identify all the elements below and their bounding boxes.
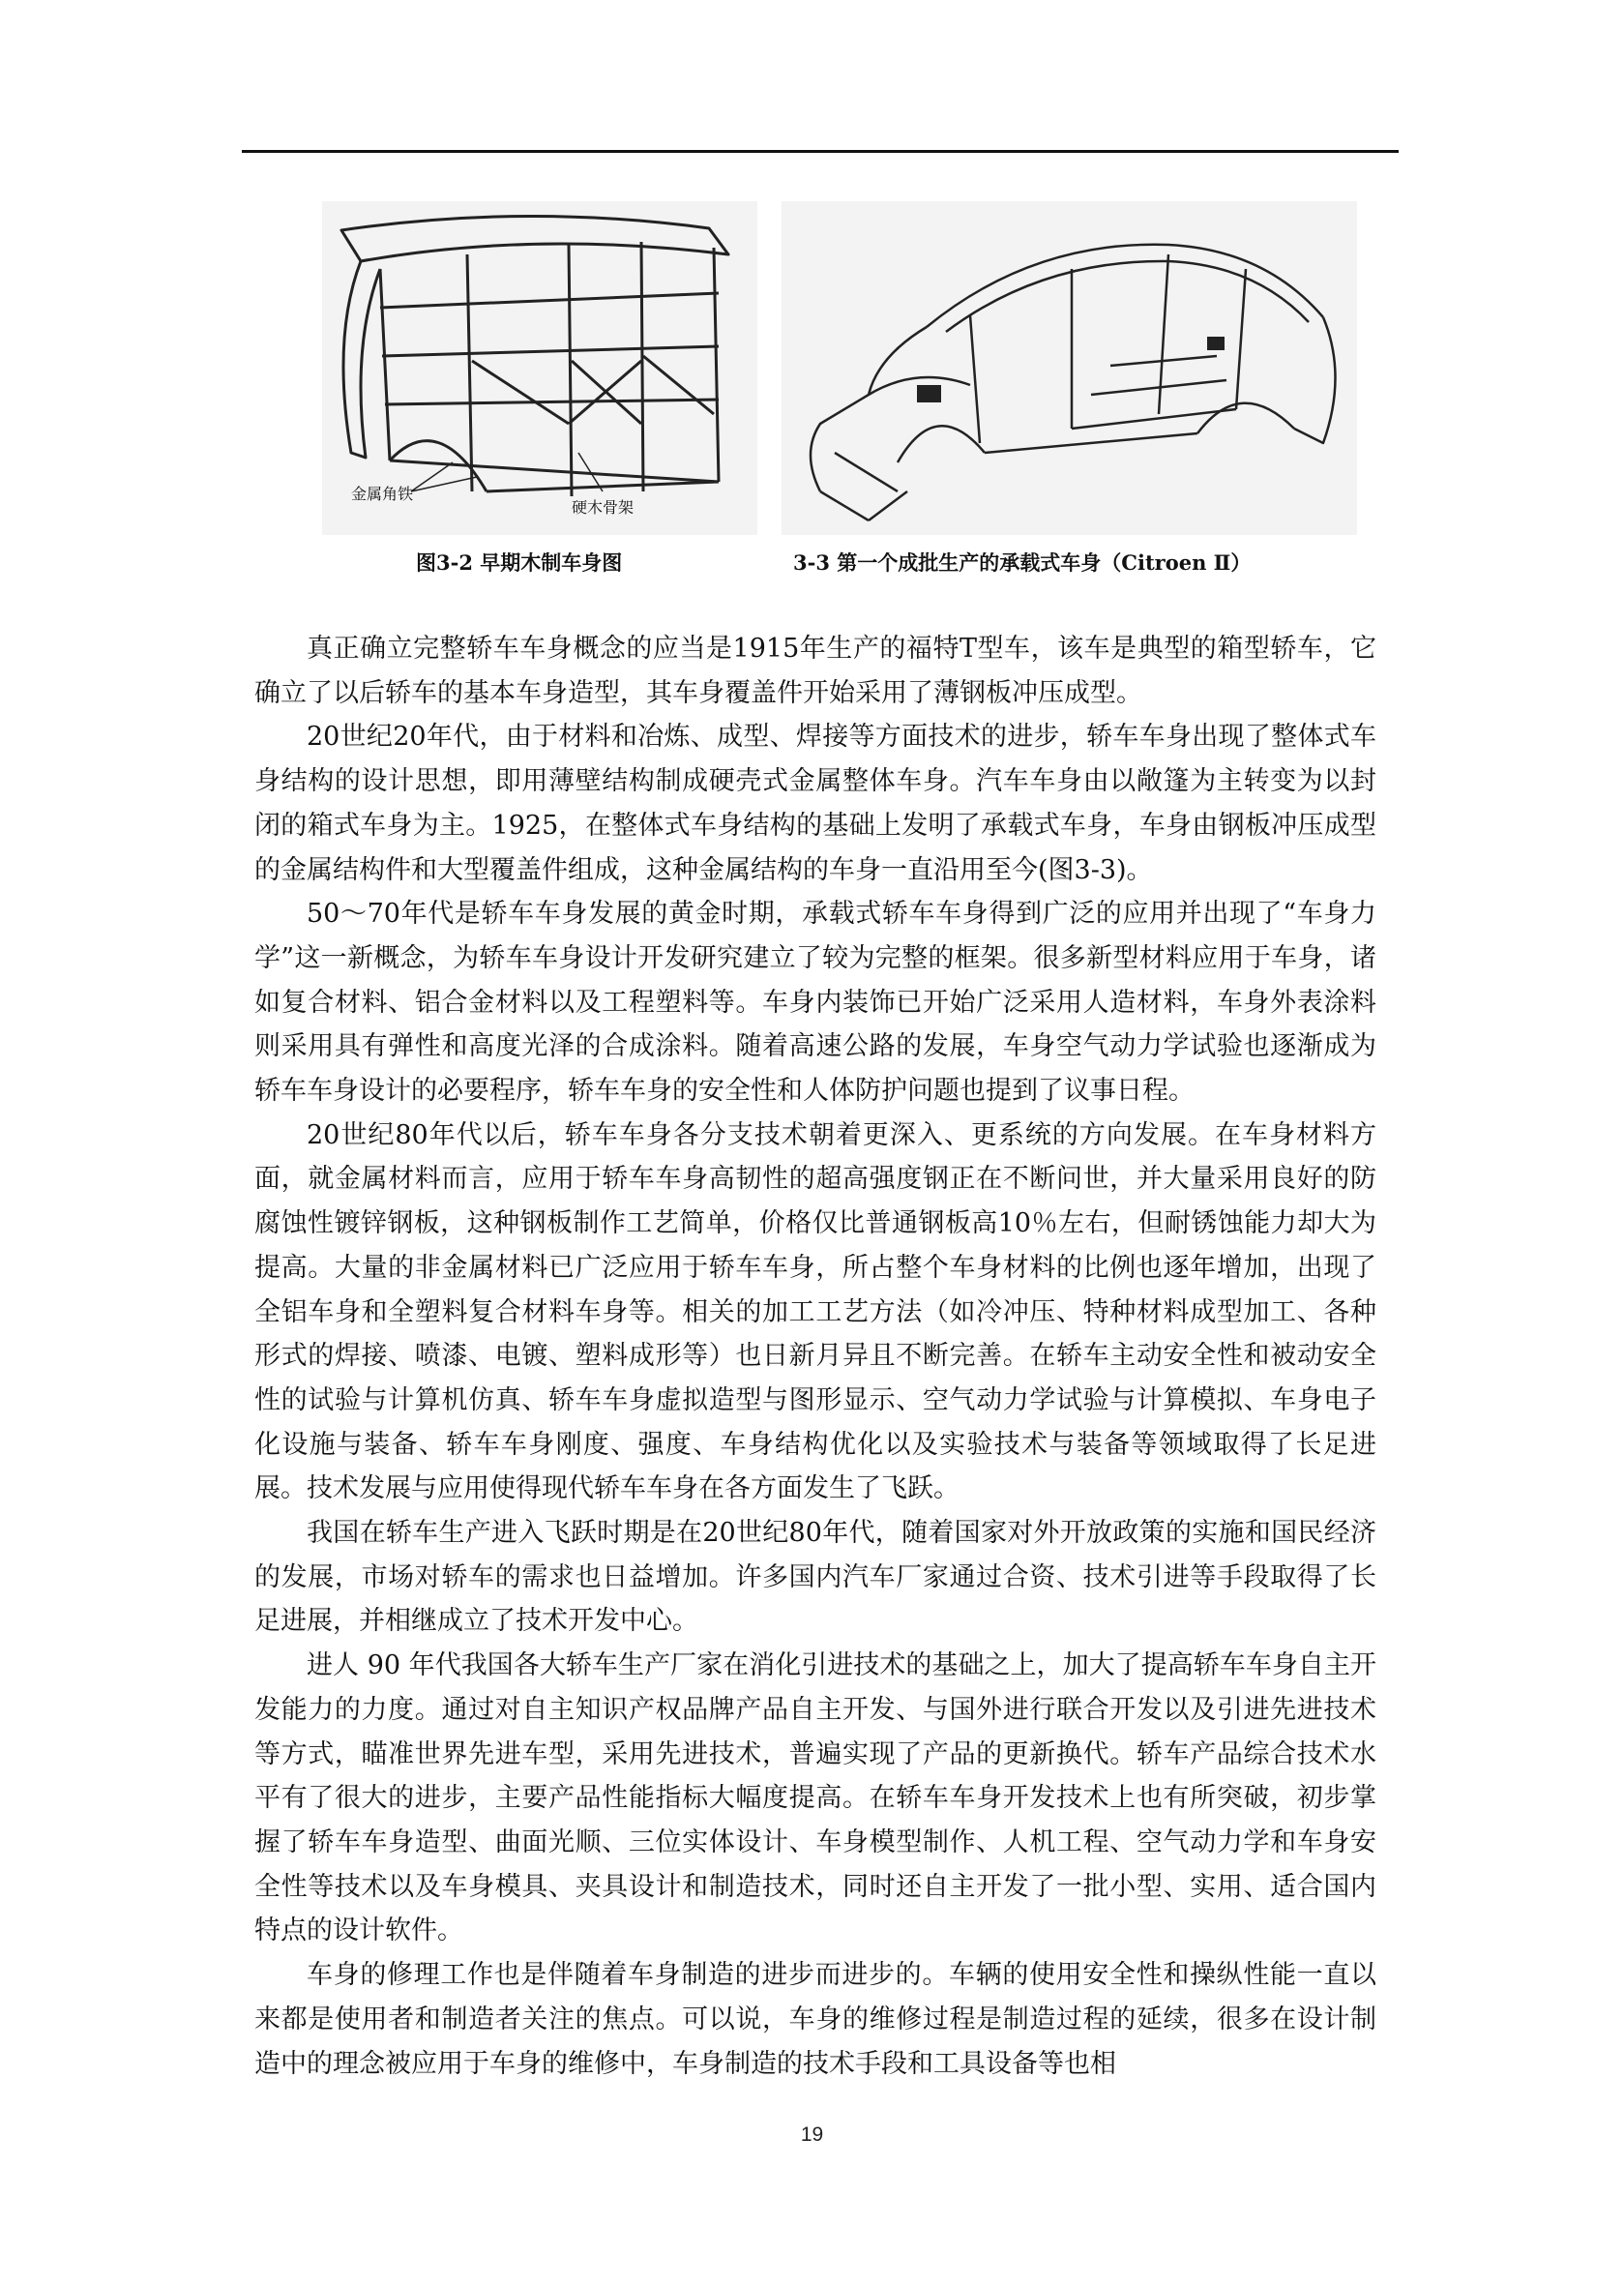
figure-caption-3-2: 图3-2 早期木制车身图 [416, 550, 623, 575]
citroen-unibody-illustration [782, 201, 1357, 535]
wooden-body-illustration [322, 201, 757, 535]
body-text [254, 627, 1376, 2086]
page-number: 19 [800, 2123, 824, 2146]
label-hardwood-frame: 硬木骨架 [572, 498, 635, 517]
figure-citroen-unibody [782, 201, 1357, 535]
paragraph: 车身的修理工作也是伴随着车身制造的进步而进步的。车辆的使用安全性和操纵性能一直以来都是使用者和制造者关注的焦点。可以说，车身的维修过程是制造过程的延续，很多在设计制造中的理念被应用于车身的维修中，车身制造的技术手段和工具设备等也相 [254, 1960, 1376, 2079]
header-rule [242, 150, 1399, 153]
figure-caption-3-3: 3-3 第一个成批生产的承载式车身（Citroen Ⅱ） [793, 550, 1252, 575]
label-metal-bracket: 金属角铁 [351, 485, 414, 503]
paragraph: 真正确立完整轿车车身概念的应当是1915年生产的福特T型车，该车是典型的箱型轿车，它确立了以后轿车的基本车身造型，其车身覆盖件开始采用了薄钢板冲压成型。 [254, 634, 1376, 708]
figure-wooden-body [322, 201, 757, 535]
paragraph: 50～70年代是轿车车身发展的黄金时期，承载式轿车车身得到广泛的应用并出现了“车身力学”这一新概念，为轿车车身设计开发研究建立了较为完整的框架。很多新型材料应用于车身，诸如复合材料、铝合金材料以及工程塑料等。车身内装饰已开始广泛采用人造材料，车身外表涂料则采用具有弹性和高度光泽的合成涂料。随着高速公路的发展，车身空气动力学试验也逐渐成为轿车车身设计的必要程序，轿车车身的安全性和人体防护问题也提到了议事日程。 [254, 899, 1376, 1107]
paragraph: 进人 90 年代我国各大轿车生产厂家在消化引进技术的基础之上，加大了提高轿车车身自主开发能力的力度。通过对自主知识产权品牌产品自主开发、与国外进行联合开发以及引进先进技术等方式，瞄准世界先进车型，采用先进技术，普遍实现了产品的更新换代。轿车产品综合技术水平有了很大的进步，主要产品性能指标大幅度提高。在轿车车身开发技术上也有所突破，初步掌握了轿车车身造型、曲面光顺、三位实体设计、车身模型制作、人机工程、空气动力学和车身安全性等技术以及车身模具、夹具设计和制造技术，同时还自主开发了一批小型、实用、适合国内特点的设计软件。 [254, 1650, 1376, 1946]
paragraph: 20世纪20年代，由于材料和冶炼、成型、焊接等方面技术的进步，轿车车身出现了整体式车身结构的设计思想，即用薄壁结构制成硬壳式金属整体车身。汽车车身由以敞篷为主转变为以封闭的箱式车身为主。1925，在整体式车身结构的基础上发明了承载式车身，车身由钢板冲压成型的金属结构件和大型覆盖件组成，这种金属结构的车身一直沿用至今(图3-3)。 [254, 722, 1376, 885]
paragraph: 20世纪80年代以后，轿车车身各分支技术朝着更深入、更系统的方向发展。在车身材料方面，就金属材料而言，应用于轿车车身高韧性的超高强度钢正在不断问世，并大量采用良好的防腐蚀性镀锌钢板，这种钢板制作工艺简单，价格仅比普通钢板高10％左右，但耐锈蚀能力却大为提高。大量的非金属材料已广泛应用于轿车车身，所占整个车身材料的比例也逐年增加，出现了全铝车身和全塑料复合材料车身等。相关的加工工艺方法（如冷冲压、特种材料成型加工、各种形式的焊接、喷漆、电镀、塑料成形等）也日新月异且不断完善。在轿车主动安全性和被动安全性的试验与计算机仿真、轿车车身虚拟造型与图形显示、空气动力学试验与计算模拟、车身电子化设施与装备、轿车车身刚度、强度、车身结构优化以及实验技术与装备等领域取得了长足进展。技术发展与应用使得现代轿车车身在各方面发生了飞跃。 [254, 1119, 1376, 1504]
paragraph: 我国在轿车生产进入飞跃时期是在20世纪80年代，随着国家对外开放政策的实施和国民经济的发展，市场对轿车的需求也日益增加。许多国内汽车厂家通过合资、技术引进等手段取得了长足进展，并相继成立了技术开发中心。 [254, 1518, 1376, 1637]
